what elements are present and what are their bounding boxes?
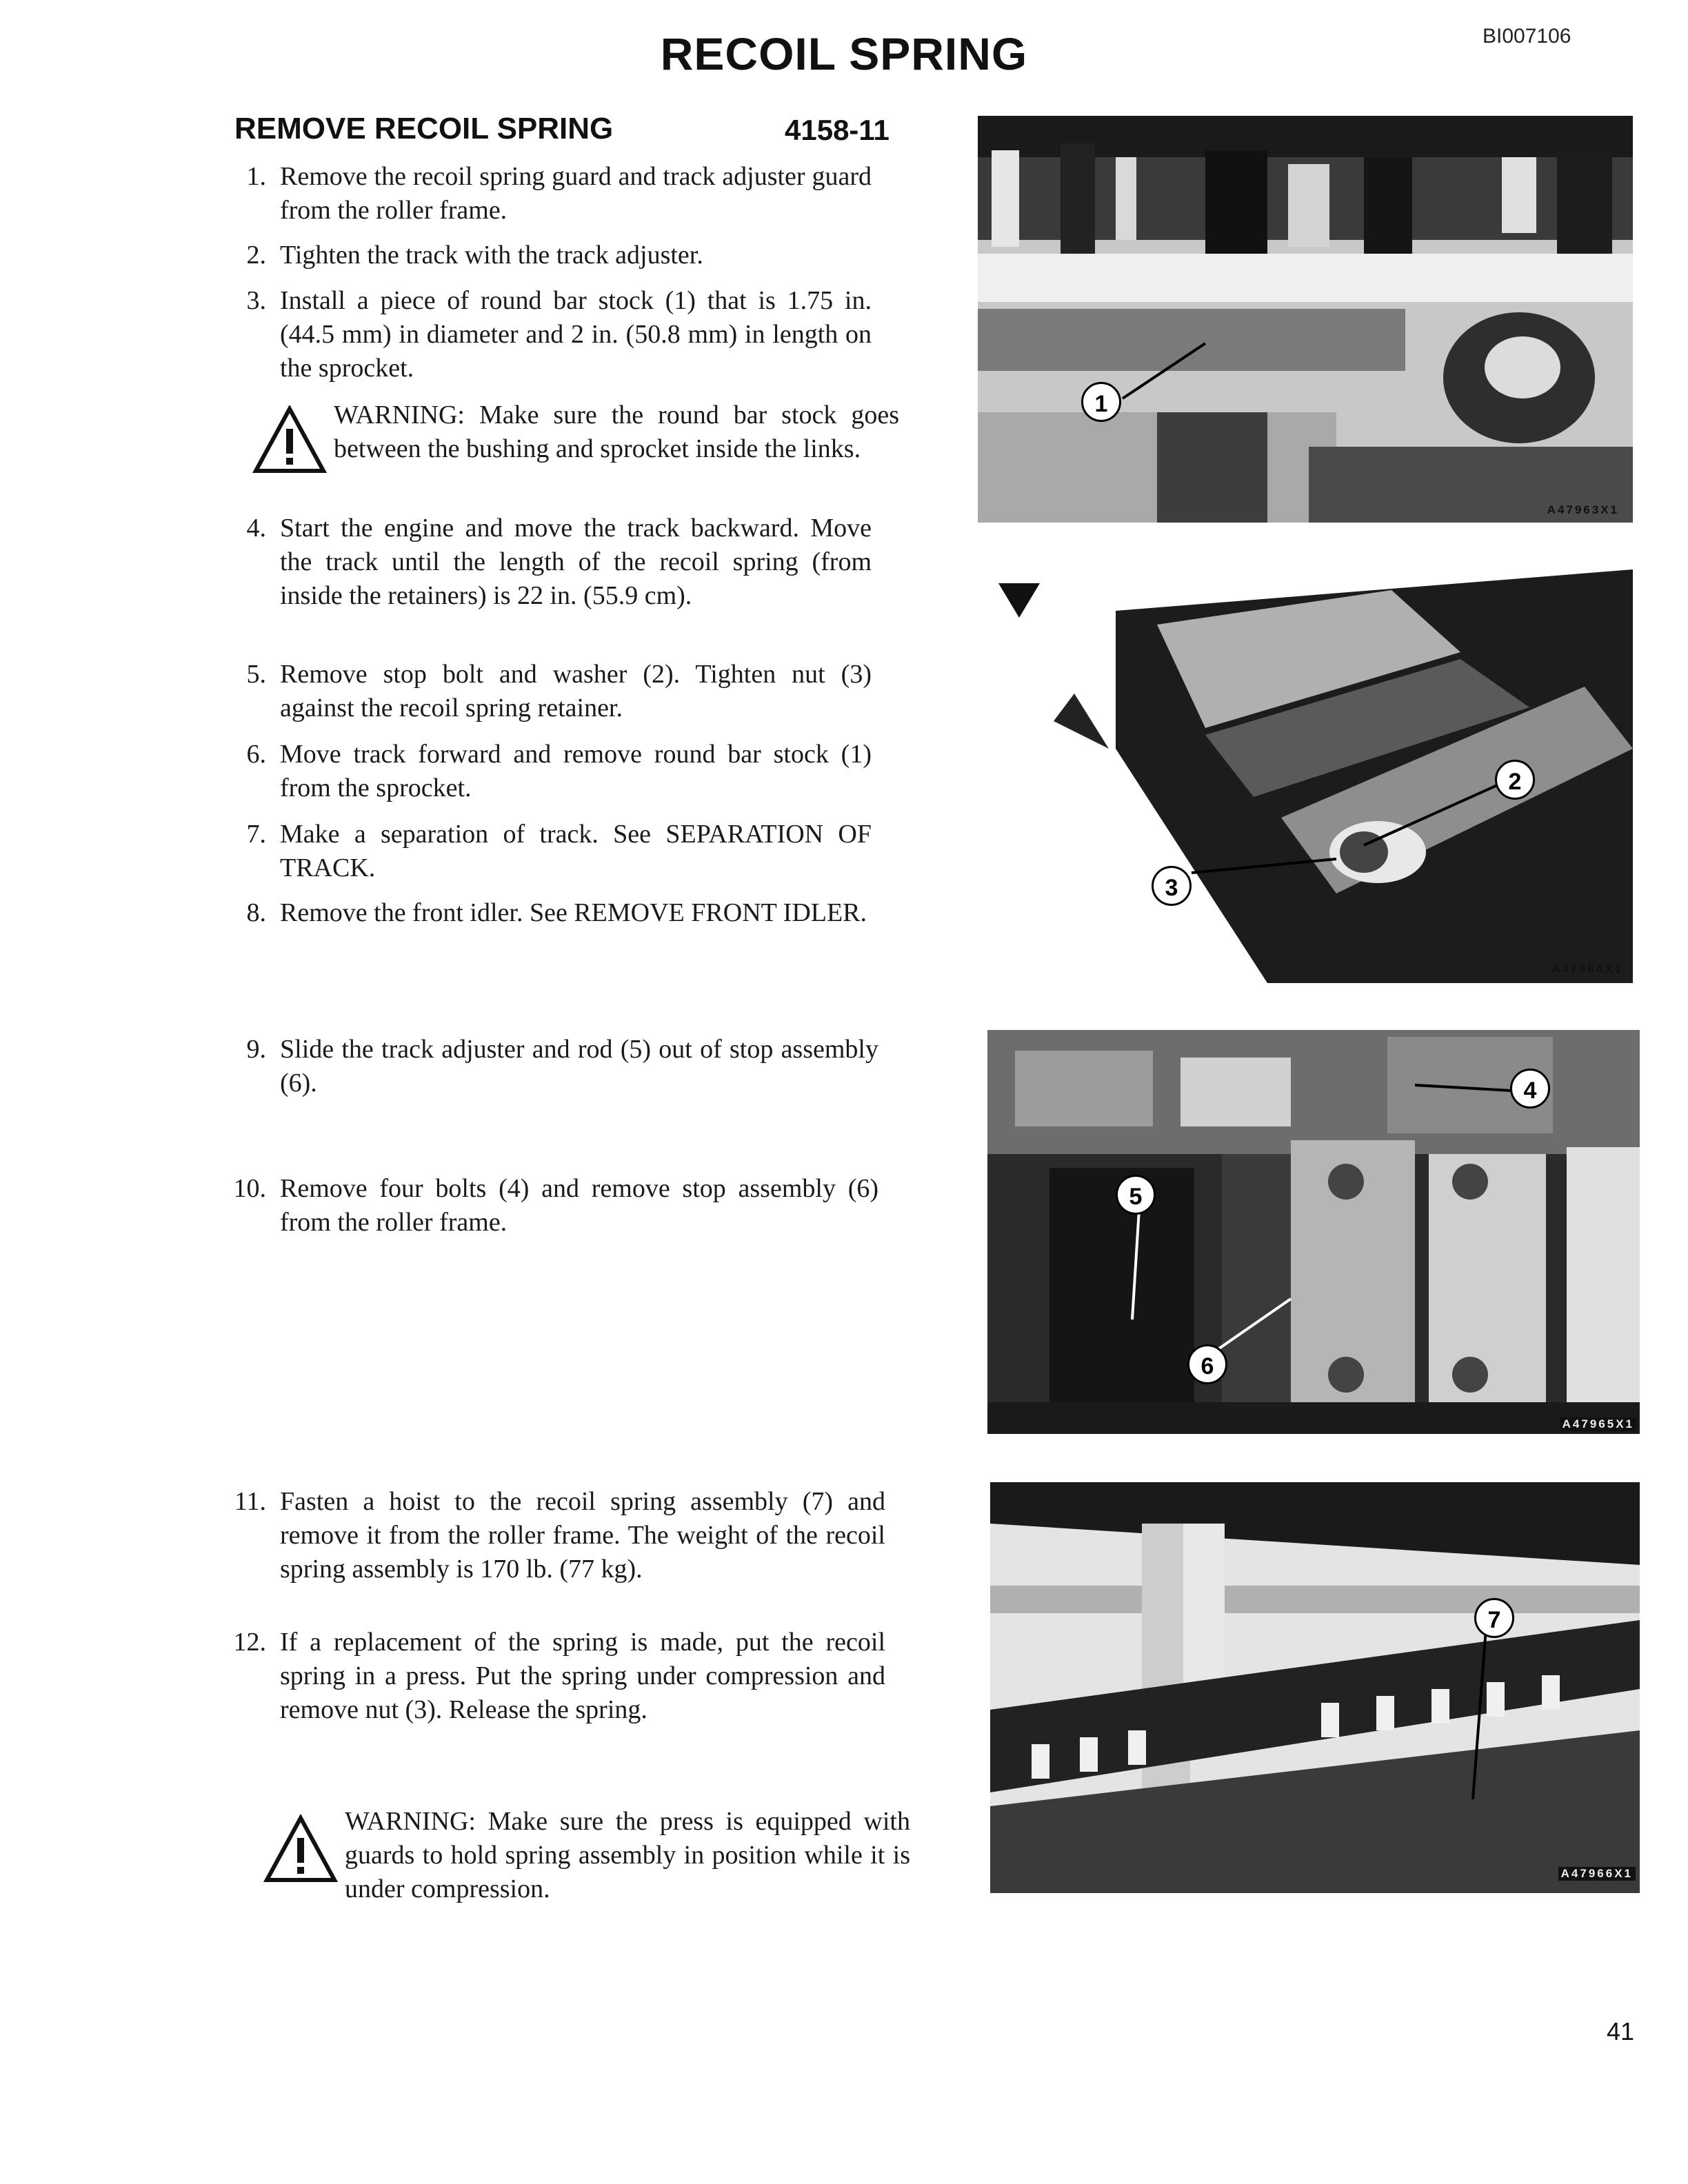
- step-number: 5.: [246, 660, 266, 689]
- step-text: Remove stop bolt and washer (2). Tighten nut (3) against the recoil spring retainer.: [280, 660, 872, 722]
- photo-image: [978, 116, 1633, 523]
- photo-stop-assembly: [987, 1030, 1640, 1434]
- photo-id: A47964X1: [1551, 962, 1623, 975]
- step-text: Move track forward and remove round bar stock (1) from the sprocket.: [280, 740, 872, 802]
- photo-id: A47963X1: [1547, 503, 1619, 516]
- callout-2: 2: [1495, 760, 1535, 800]
- step-text: Install a piece of round bar stock (1) that is 1.75 in. (44.5 mm) in diameter and 2 in. (50.8 mm) in length on the sprocket.: [280, 286, 872, 383]
- warning-press-guards: [263, 1805, 918, 1908]
- warning-round-bar: [252, 398, 907, 502]
- step-text: Slide the track adjuster and rod (5) out of stop assembly (6).: [280, 1035, 878, 1098]
- step-number: 7.: [246, 820, 266, 849]
- step-6: [218, 738, 907, 807]
- photo-id: A47966X1: [1558, 1867, 1636, 1881]
- photo-image: [990, 1482, 1640, 1893]
- warning-triangle-icon: [263, 1814, 338, 1883]
- step-number: 4.: [246, 514, 266, 543]
- callout-7: 7: [1474, 1598, 1514, 1638]
- step-text: Fasten a hoist to the recoil spring assembly (7) and remove it from the roller frame. The weight of the recoil spring assembly is 170 lb. (77 kg).: [280, 1487, 885, 1584]
- step-number: 12.: [233, 1628, 266, 1657]
- step-text: If a replacement of the spring is made, put the recoil spring in a press. Put the spring under compression and remove nut (3). Release the spring.: [280, 1628, 885, 1724]
- document-id: BI007106: [1483, 25, 1571, 48]
- page-number: 41: [1607, 2017, 1635, 2045]
- page-title: RECOIL SPRING: [660, 28, 1028, 79]
- callout-5: 5: [1116, 1175, 1156, 1215]
- step-9: [218, 1033, 914, 1102]
- warning-text: WARNING: Make sure the press is equipped with guards to hold spring assembly in position while it is under compression.: [345, 1807, 910, 1903]
- step-4: [218, 512, 907, 649]
- callout-3: 3: [1152, 866, 1192, 906]
- step-number: 10.: [233, 1174, 266, 1203]
- warning-triangle-icon: [252, 405, 327, 474]
- photo-id: A47965X1: [1560, 1417, 1637, 1431]
- callout-6: 6: [1187, 1344, 1227, 1384]
- step-12: [218, 1626, 921, 1763]
- warning-text: WARNING: Make sure the round bar stock goes between the bushing and sprocket inside the links.: [334, 401, 899, 463]
- step-text: Remove the front idler. See REMOVE FRONT IDLER.: [280, 898, 867, 927]
- step-7: [218, 818, 907, 887]
- step-number: 3.: [246, 286, 266, 315]
- step-number: 8.: [246, 898, 266, 927]
- step-number: 6.: [246, 740, 266, 769]
- step-text: Remove the recoil spring guard and track adjuster guard from the roller frame.: [280, 162, 872, 225]
- step-text: Start the engine and move the track backward. Move the track until the length of the recoil spring (from inside the retainers) is 22 in. (55.9 cm).: [280, 514, 872, 610]
- step-number: 1.: [246, 162, 266, 191]
- step-number: 2.: [246, 241, 266, 270]
- step-10: [218, 1172, 914, 1241]
- step-text: Remove four bolts (4) and remove stop assembly (6) from the roller frame.: [280, 1174, 878, 1237]
- step-11: [218, 1485, 921, 1588]
- section-heading: REMOVE RECOIL SPRING: [234, 112, 614, 145]
- step-text: Make a separation of track. See SEPARATION OF TRACK.: [280, 820, 872, 882]
- step-number: 9.: [246, 1035, 266, 1064]
- step-text: Tighten the track with the track adjuster.: [280, 241, 703, 270]
- photo-sprocket-bar-stock: [978, 116, 1633, 523]
- callout-4: 4: [1510, 1069, 1550, 1109]
- step-8: [218, 896, 907, 965]
- step-number: 11.: [234, 1487, 266, 1516]
- step-1: [218, 160, 907, 229]
- callout-1: 1: [1081, 382, 1121, 422]
- step-5: [218, 658, 907, 727]
- step-3: [218, 284, 907, 387]
- section-code: 4158-11: [785, 114, 890, 146]
- step-2: [218, 239, 907, 273]
- photo-stop-bolt: [978, 569, 1633, 983]
- photo-recoil-spring-assembly: [990, 1482, 1640, 1893]
